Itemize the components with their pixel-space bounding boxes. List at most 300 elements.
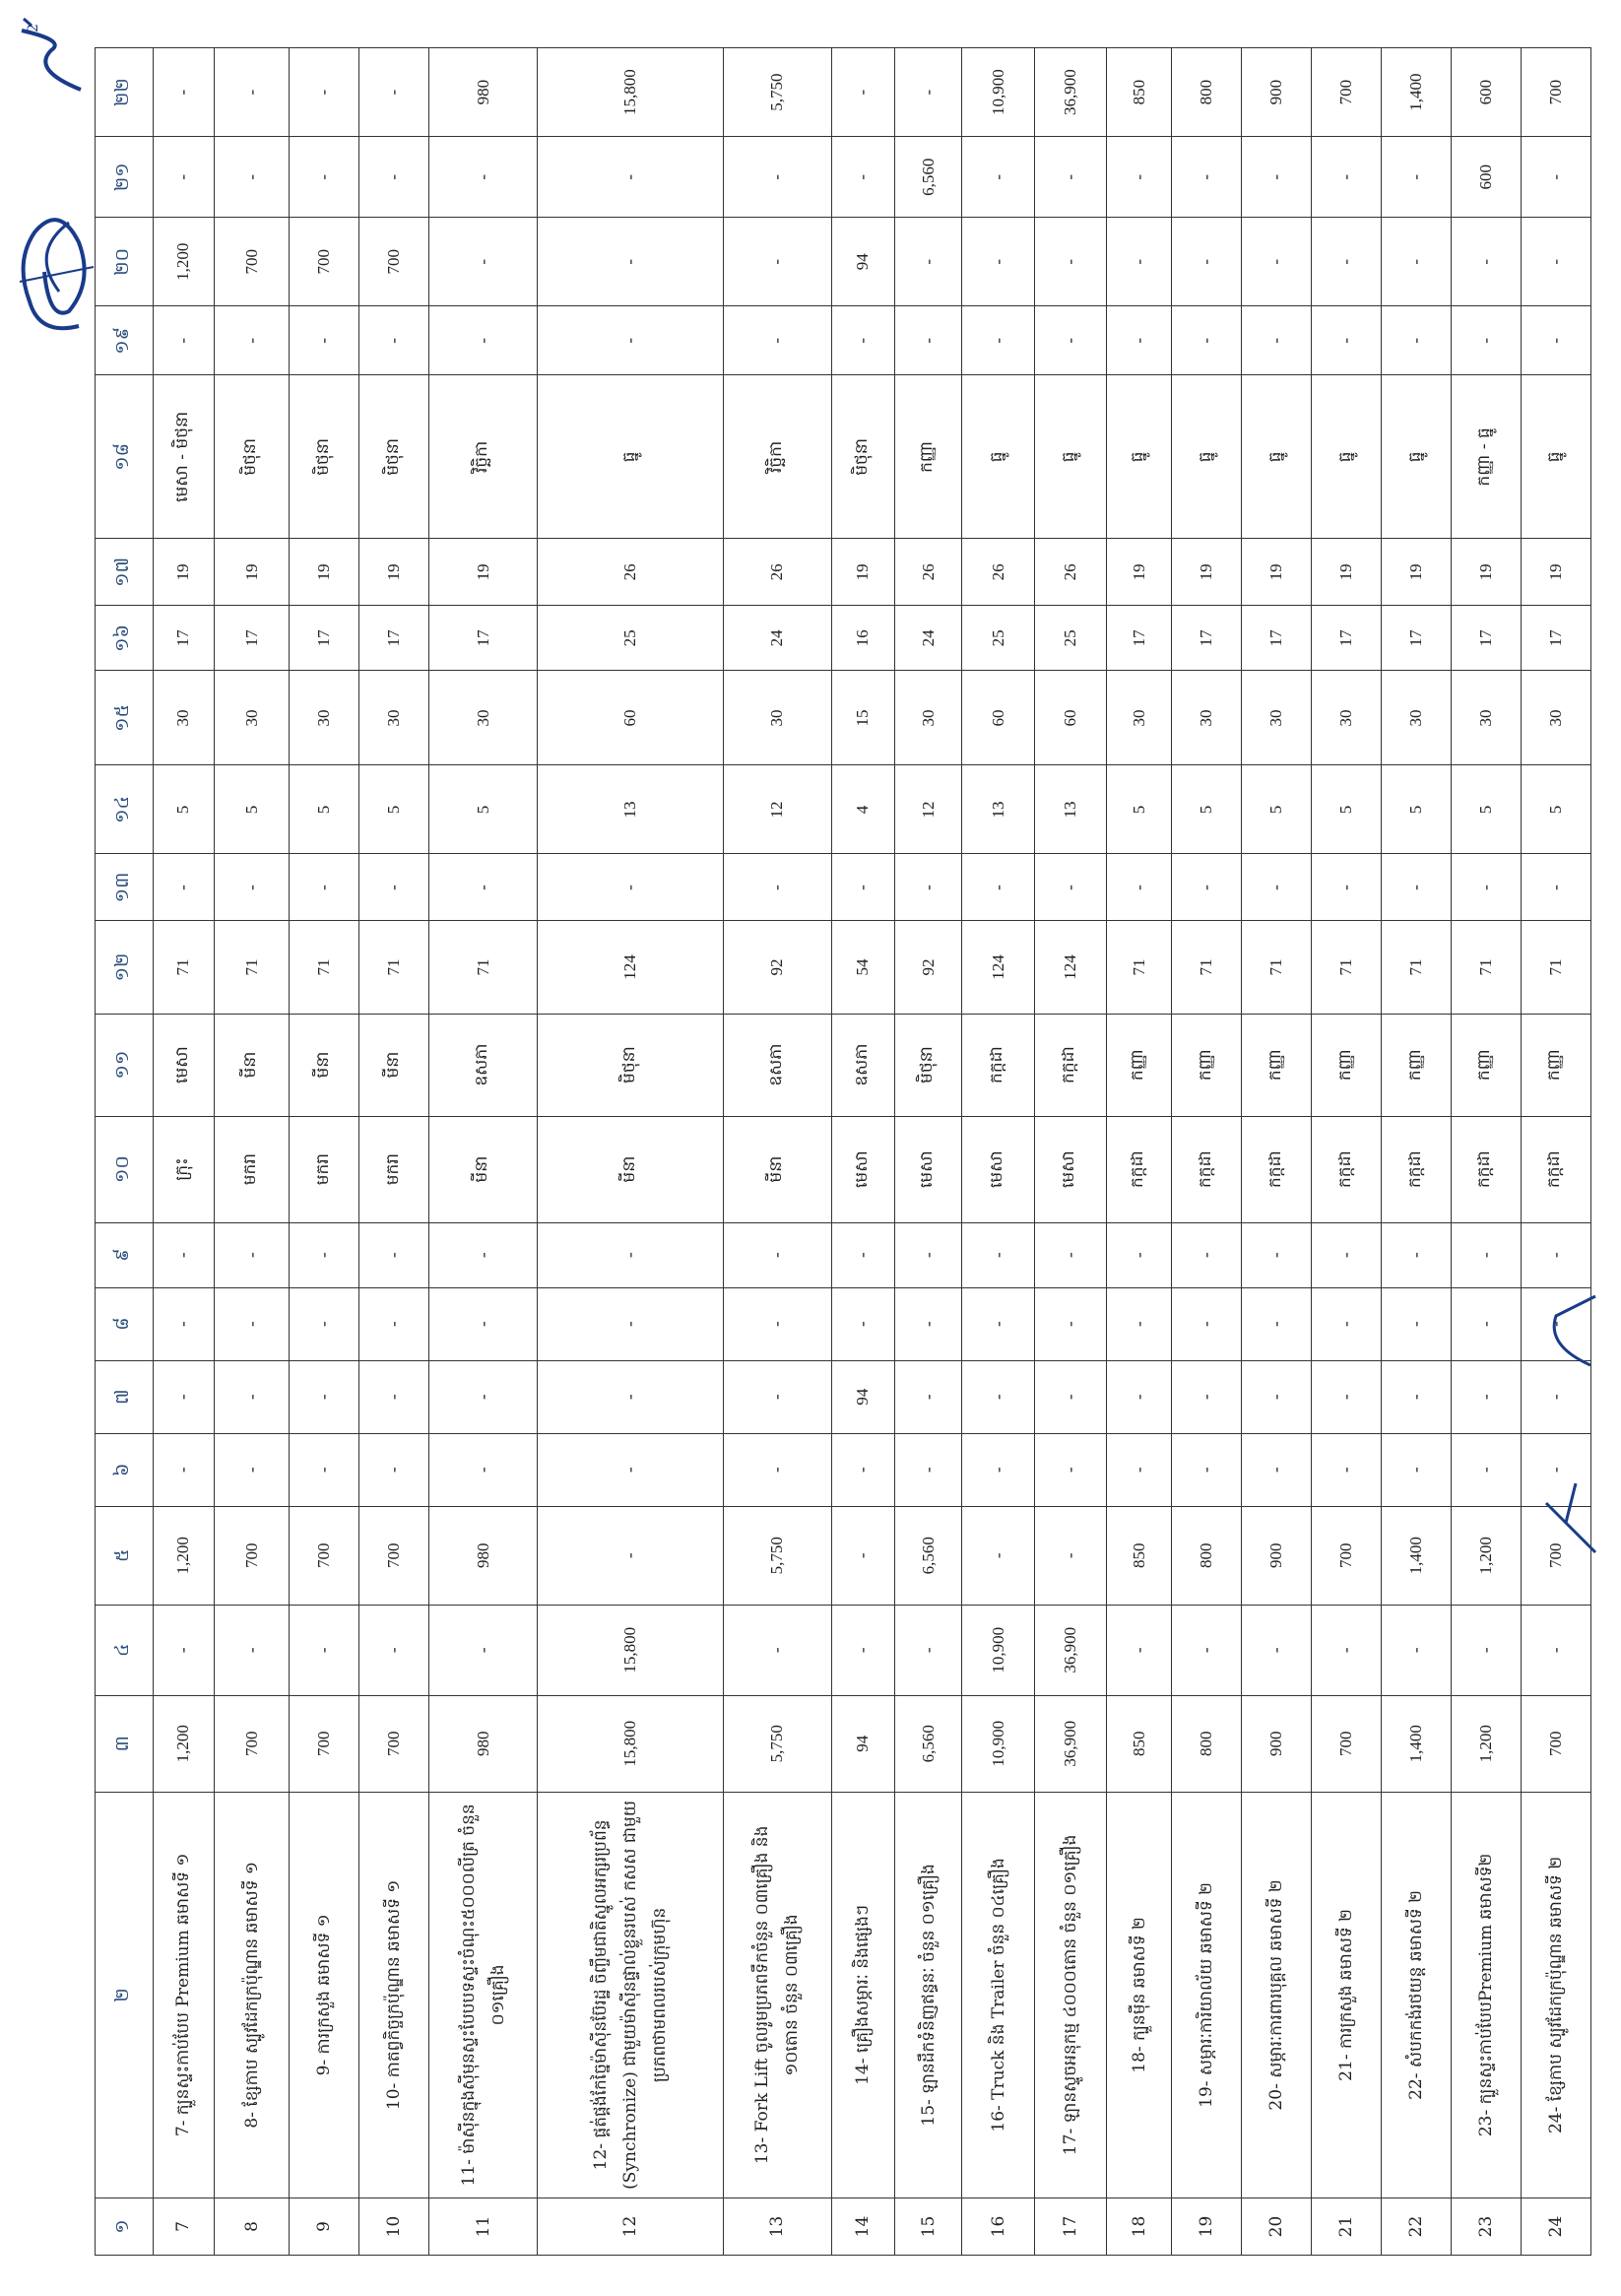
row-number: 14 bbox=[831, 2198, 894, 2255]
month-cell: កញ្ញា - ធ្នូ bbox=[1452, 375, 1522, 539]
column-header: ៥ bbox=[96, 1506, 154, 1605]
value-cell: 26 bbox=[962, 539, 1034, 606]
value-cell: 700 bbox=[1521, 1695, 1590, 1792]
value-cell: - bbox=[1242, 306, 1312, 375]
value-cell: - bbox=[290, 137, 359, 218]
value-cell: - bbox=[894, 1360, 962, 1433]
row-number: 7 bbox=[154, 2198, 215, 2255]
value-cell: 19 bbox=[290, 539, 359, 606]
table-row bbox=[154, 48, 215, 2256]
row-number: 11 bbox=[429, 2198, 538, 2255]
value-cell: 25 bbox=[538, 606, 724, 671]
table-row bbox=[1172, 48, 1242, 2256]
value-cell: 5 bbox=[359, 765, 429, 854]
value-cell: 900 bbox=[1242, 1506, 1312, 1605]
value-cell: - bbox=[1034, 137, 1106, 218]
value-cell: - bbox=[214, 1605, 290, 1695]
value-cell: - bbox=[154, 1222, 215, 1287]
value-cell: - bbox=[538, 1360, 724, 1433]
value-cell: 24 bbox=[894, 606, 962, 671]
value-cell: - bbox=[214, 306, 290, 375]
value-cell: 15,800 bbox=[538, 1605, 724, 1695]
item-description: 11- ម៉ាស៊ីនក្នុងស៊ីមុនស្ទះបែបបទស្ទះចំណុះ៥០០០លីត្រ ចំនួន ០១គ្រឿង bbox=[429, 1792, 538, 2198]
value-cell: - bbox=[538, 854, 724, 921]
month-cell: ធ្នូ bbox=[962, 375, 1034, 539]
value-cell: 10,900 bbox=[962, 1605, 1034, 1695]
value-cell: 5 bbox=[1452, 765, 1522, 854]
value-cell: - bbox=[831, 1433, 894, 1506]
month-cell: ឧសភា bbox=[429, 1014, 538, 1116]
value-cell: - bbox=[214, 1360, 290, 1433]
value-cell: 1,200 bbox=[1452, 1695, 1522, 1792]
value-cell: - bbox=[1106, 1360, 1171, 1433]
value-cell: - bbox=[1242, 1433, 1312, 1506]
table-row bbox=[429, 48, 538, 2256]
value-cell: 24 bbox=[723, 606, 831, 671]
row-number: 19 bbox=[1172, 2198, 1242, 2255]
table-row bbox=[1034, 48, 1106, 2256]
value-cell: - bbox=[154, 137, 215, 218]
row-number: 8 bbox=[214, 2198, 290, 2255]
value-cell: - bbox=[723, 1433, 831, 1506]
value-cell: - bbox=[1382, 137, 1452, 218]
value-cell: 71 bbox=[1521, 921, 1590, 1014]
value-cell: - bbox=[894, 854, 962, 921]
value-cell: 700 bbox=[214, 1695, 290, 1792]
value-cell: - bbox=[359, 48, 429, 137]
value-cell: - bbox=[1106, 1287, 1171, 1360]
value-cell: 700 bbox=[359, 1506, 429, 1605]
value-cell: - bbox=[290, 48, 359, 137]
value-cell: - bbox=[1172, 854, 1242, 921]
value-cell: 124 bbox=[1034, 921, 1106, 1014]
month-cell: កញ្ញា bbox=[1106, 1014, 1171, 1116]
month-cell: កក្កដា bbox=[1521, 1116, 1590, 1222]
value-cell: - bbox=[429, 1433, 538, 1506]
month-cell: កញ្ញា bbox=[1382, 1014, 1452, 1116]
value-cell: - bbox=[1382, 1222, 1452, 1287]
value-cell: - bbox=[538, 1433, 724, 1506]
value-cell: - bbox=[1172, 137, 1242, 218]
value-cell: - bbox=[894, 1605, 962, 1695]
table-row bbox=[1242, 48, 1312, 2256]
value-cell: - bbox=[1034, 218, 1106, 306]
value-cell: - bbox=[290, 1605, 359, 1695]
month-cell: កក្កដា bbox=[1106, 1116, 1171, 1222]
value-cell: 19 bbox=[1312, 539, 1382, 606]
value-cell: 36,900 bbox=[1034, 1605, 1106, 1695]
signature bbox=[10, 193, 98, 341]
value-cell: - bbox=[962, 137, 1034, 218]
value-cell: 10,900 bbox=[962, 1695, 1034, 1792]
value-cell: 600 bbox=[1452, 137, 1522, 218]
item-description: 9- ការក្រសួង ឆមាសទី ១ bbox=[290, 1792, 359, 2198]
value-cell: 17 bbox=[290, 606, 359, 671]
month-cell: មីនា bbox=[359, 1014, 429, 1116]
value-cell: 5 bbox=[1172, 765, 1242, 854]
value-cell: 19 bbox=[1242, 539, 1312, 606]
value-cell: 71 bbox=[1312, 921, 1382, 1014]
value-cell: 71 bbox=[154, 921, 215, 1014]
row-number: 17 bbox=[1034, 2198, 1106, 2255]
value-cell: - bbox=[538, 306, 724, 375]
value-cell: 980 bbox=[429, 1506, 538, 1605]
value-cell: 17 bbox=[359, 606, 429, 671]
value-cell: 5 bbox=[290, 765, 359, 854]
value-cell: 700 bbox=[1521, 48, 1590, 137]
month-cell: ធ្នូ bbox=[1034, 375, 1106, 539]
value-cell: - bbox=[154, 1287, 215, 1360]
value-cell: 700 bbox=[214, 1506, 290, 1605]
item-description: 18- ក្បួនម៉ឺន ឆមាសទី ២ bbox=[1106, 1792, 1171, 2198]
value-cell: - bbox=[962, 306, 1034, 375]
value-cell: 12 bbox=[723, 765, 831, 854]
month-cell: មិថុនា bbox=[359, 375, 429, 539]
month-cell: មិថុនា bbox=[538, 1014, 724, 1116]
month-cell: កញ្ញា bbox=[1172, 1014, 1242, 1116]
row-number: 23 bbox=[1452, 2198, 1522, 2255]
month-cell: មិថុនា bbox=[831, 375, 894, 539]
value-cell: - bbox=[831, 1506, 894, 1605]
value-cell: - bbox=[1312, 1222, 1382, 1287]
value-cell: 700 bbox=[290, 218, 359, 306]
value-cell: - bbox=[831, 1605, 894, 1695]
value-cell: - bbox=[1242, 1287, 1312, 1360]
column-header: ១៩ bbox=[96, 306, 154, 375]
value-cell: 850 bbox=[1106, 1506, 1171, 1605]
value-cell: - bbox=[1034, 1433, 1106, 1506]
value-cell: - bbox=[894, 48, 962, 137]
value-cell: 1,400 bbox=[1382, 1506, 1452, 1605]
value-cell: - bbox=[1382, 218, 1452, 306]
column-header: ១៣ bbox=[96, 854, 154, 921]
value-cell: - bbox=[894, 218, 962, 306]
value-cell: - bbox=[429, 1287, 538, 1360]
value-cell: - bbox=[1312, 218, 1382, 306]
month-cell: មិថុនា bbox=[290, 375, 359, 539]
month-cell: ធ្នូ bbox=[1106, 375, 1171, 539]
value-cell: 19 bbox=[1521, 539, 1590, 606]
value-cell: 700 bbox=[1312, 48, 1382, 137]
column-header: ៦ bbox=[96, 1433, 154, 1506]
value-cell: 19 bbox=[1172, 539, 1242, 606]
month-cell: មករា bbox=[359, 1116, 429, 1222]
value-cell: - bbox=[831, 137, 894, 218]
value-cell: 600 bbox=[1452, 48, 1522, 137]
month-cell: កញ្ញា bbox=[894, 375, 962, 539]
month-cell: មីនា bbox=[429, 1116, 538, 1222]
value-cell: - bbox=[359, 137, 429, 218]
value-cell: 19 bbox=[359, 539, 429, 606]
value-cell: 4 bbox=[831, 765, 894, 854]
value-cell: 30 bbox=[154, 671, 215, 765]
value-cell: 1,400 bbox=[1382, 1695, 1452, 1792]
row-number: 9 bbox=[290, 2198, 359, 2255]
month-cell: ធ្នូ bbox=[1312, 375, 1382, 539]
value-cell: - bbox=[1452, 1605, 1522, 1695]
value-cell: 850 bbox=[1106, 1695, 1171, 1792]
value-cell: 30 bbox=[1106, 671, 1171, 765]
value-cell: 26 bbox=[894, 539, 962, 606]
value-cell: 6,560 bbox=[894, 1695, 962, 1792]
table-row bbox=[1382, 48, 1452, 2256]
table-row bbox=[1521, 48, 1590, 2256]
column-header: ៣ bbox=[96, 1695, 154, 1792]
value-cell: - bbox=[154, 306, 215, 375]
month-cell: កញ្ញា bbox=[1452, 1014, 1522, 1116]
table-row bbox=[1452, 48, 1522, 2256]
item-description: 8- ខ្សែកាប ស្បូវដែកក្រប៉ុណ្ឌាន ឆមាសទី ១ bbox=[214, 1792, 290, 2198]
value-cell: 30 bbox=[1312, 671, 1382, 765]
month-cell: កក្កដា bbox=[1452, 1116, 1522, 1222]
month-cell: កញ្ញា bbox=[1242, 1014, 1312, 1116]
value-cell: - bbox=[429, 137, 538, 218]
value-cell: 17 bbox=[214, 606, 290, 671]
value-cell: - bbox=[1521, 1433, 1590, 1506]
value-cell: 5 bbox=[214, 765, 290, 854]
value-cell: 13 bbox=[962, 765, 1034, 854]
value-cell: - bbox=[1521, 1287, 1590, 1360]
value-cell: - bbox=[1312, 1287, 1382, 1360]
value-cell: 700 bbox=[1312, 1695, 1382, 1792]
value-cell: - bbox=[1312, 854, 1382, 921]
value-cell: 16 bbox=[831, 606, 894, 671]
row-number: 13 bbox=[723, 2198, 831, 2255]
item-description: 14- គ្រឿងសម្ភារៈ និងផ្សេងៗ bbox=[831, 1792, 894, 2198]
value-cell: - bbox=[894, 1433, 962, 1506]
value-cell: 71 bbox=[214, 921, 290, 1014]
value-cell: - bbox=[1242, 1360, 1312, 1433]
value-cell: - bbox=[154, 1605, 215, 1695]
value-cell: - bbox=[831, 1222, 894, 1287]
value-cell: 30 bbox=[1452, 671, 1522, 765]
value-cell: 5,750 bbox=[723, 1506, 831, 1605]
value-cell: - bbox=[1242, 854, 1312, 921]
value-cell: 10,900 bbox=[962, 48, 1034, 137]
value-cell: 5 bbox=[1382, 765, 1452, 854]
column-header: ២០ bbox=[96, 218, 154, 306]
month-cell: កក្កដា bbox=[1382, 1116, 1452, 1222]
value-cell: - bbox=[1521, 1360, 1590, 1433]
value-cell: 36,900 bbox=[1034, 1695, 1106, 1792]
value-cell: - bbox=[831, 1287, 894, 1360]
value-cell: - bbox=[290, 1360, 359, 1433]
value-cell: 60 bbox=[1034, 671, 1106, 765]
value-cell: - bbox=[154, 1433, 215, 1506]
value-cell: - bbox=[723, 1287, 831, 1360]
value-cell: - bbox=[1172, 1605, 1242, 1695]
page-mark-number: 2 bbox=[26, 24, 41, 33]
value-cell: - bbox=[290, 854, 359, 921]
value-cell: - bbox=[1172, 306, 1242, 375]
handwritten-initials bbox=[1536, 1267, 1615, 1562]
value-cell: - bbox=[429, 854, 538, 921]
value-cell: 5 bbox=[1242, 765, 1312, 854]
value-cell: 19 bbox=[214, 539, 290, 606]
column-header: ២២ bbox=[96, 48, 154, 137]
value-cell: 19 bbox=[1452, 539, 1522, 606]
value-cell: 30 bbox=[723, 671, 831, 765]
item-description: 19- សម្ភារៈការិយាល័យ ឆមាសទី ២ bbox=[1172, 1792, 1242, 2198]
value-cell: - bbox=[1521, 218, 1590, 306]
value-cell: - bbox=[1172, 1360, 1242, 1433]
month-cell: ឧសភា bbox=[723, 1014, 831, 1116]
value-cell: - bbox=[429, 306, 538, 375]
value-cell: 25 bbox=[1034, 606, 1106, 671]
value-cell: - bbox=[1452, 854, 1522, 921]
value-cell: 94 bbox=[831, 1695, 894, 1792]
column-header: ៧ bbox=[96, 1360, 154, 1433]
month-cell: ក្រុះ bbox=[154, 1116, 215, 1222]
month-cell: កក្កដា bbox=[962, 1014, 1034, 1116]
value-cell: 5,750 bbox=[723, 48, 831, 137]
value-cell: - bbox=[1382, 306, 1452, 375]
value-cell: - bbox=[962, 1360, 1034, 1433]
value-cell: 1,200 bbox=[154, 1506, 215, 1605]
value-cell: 19 bbox=[1382, 539, 1452, 606]
month-cell: មេសា bbox=[1034, 1116, 1106, 1222]
value-cell: - bbox=[1106, 306, 1171, 375]
value-cell: - bbox=[723, 306, 831, 375]
column-header: ៩ bbox=[96, 1222, 154, 1287]
value-cell: - bbox=[831, 854, 894, 921]
value-cell: 900 bbox=[1242, 48, 1312, 137]
procurement-plan-table bbox=[95, 47, 1591, 2256]
value-cell: - bbox=[1242, 137, 1312, 218]
value-cell: - bbox=[831, 48, 894, 137]
table-row bbox=[831, 48, 894, 2256]
value-cell: - bbox=[1242, 1222, 1312, 1287]
value-cell: 700 bbox=[290, 1506, 359, 1605]
value-cell: - bbox=[538, 1287, 724, 1360]
value-cell: 700 bbox=[290, 1695, 359, 1792]
value-cell: 700 bbox=[1521, 1506, 1590, 1605]
month-cell: មីនា bbox=[723, 1116, 831, 1222]
value-cell: 12 bbox=[894, 765, 962, 854]
value-cell: - bbox=[359, 854, 429, 921]
month-cell: កក្កដា bbox=[1034, 1014, 1106, 1116]
value-cell: 700 bbox=[1312, 1506, 1382, 1605]
value-cell: 13 bbox=[1034, 765, 1106, 854]
value-cell: - bbox=[894, 1222, 962, 1287]
value-cell: 17 bbox=[1172, 606, 1242, 671]
value-cell: - bbox=[359, 1360, 429, 1433]
value-cell: - bbox=[1452, 1360, 1522, 1433]
value-cell: 1,200 bbox=[154, 1695, 215, 1792]
value-cell: 60 bbox=[538, 671, 724, 765]
item-description: 23- ក្បួនស្ទះកាប់បែបPremium ឆមាសទី២ bbox=[1452, 1792, 1522, 2198]
month-cell: កញ្ញា bbox=[1312, 1014, 1382, 1116]
row-number: 12 bbox=[538, 2198, 724, 2255]
month-cell: មីនា bbox=[290, 1014, 359, 1116]
column-header: ១៧ bbox=[96, 539, 154, 606]
month-cell: កក្កដា bbox=[1312, 1116, 1382, 1222]
month-cell: កក្កដា bbox=[1242, 1116, 1312, 1222]
value-cell: - bbox=[723, 1605, 831, 1695]
value-cell: - bbox=[1312, 306, 1382, 375]
value-cell: 71 bbox=[1452, 921, 1522, 1014]
value-cell: - bbox=[214, 1287, 290, 1360]
value-cell: - bbox=[429, 1605, 538, 1695]
row-number: 15 bbox=[894, 2198, 962, 2255]
value-cell: 36,900 bbox=[1034, 48, 1106, 137]
value-cell: - bbox=[723, 854, 831, 921]
value-cell: - bbox=[290, 1287, 359, 1360]
table-row bbox=[290, 48, 359, 2256]
value-cell: - bbox=[1452, 306, 1522, 375]
value-cell: 94 bbox=[831, 1360, 894, 1433]
value-cell: - bbox=[1242, 218, 1312, 306]
month-cell: មីនា bbox=[538, 1116, 724, 1222]
value-cell: - bbox=[723, 1360, 831, 1433]
table-row bbox=[962, 48, 1034, 2256]
value-cell: 19 bbox=[1106, 539, 1171, 606]
value-cell: 26 bbox=[538, 539, 724, 606]
value-cell: 71 bbox=[1172, 921, 1242, 1014]
value-cell: 850 bbox=[1106, 48, 1171, 137]
value-cell: - bbox=[359, 1433, 429, 1506]
value-cell: - bbox=[1521, 854, 1590, 921]
value-cell: - bbox=[1452, 1222, 1522, 1287]
value-cell: 71 bbox=[1242, 921, 1312, 1014]
month-cell: មេសា bbox=[831, 1116, 894, 1222]
value-cell: - bbox=[831, 306, 894, 375]
value-cell: 92 bbox=[723, 921, 831, 1014]
value-cell: - bbox=[894, 306, 962, 375]
value-cell: 94 bbox=[831, 218, 894, 306]
column-header: ១០ bbox=[96, 1116, 154, 1222]
value-cell: 5 bbox=[1521, 765, 1590, 854]
column-header: ១៦ bbox=[96, 606, 154, 671]
value-cell: 54 bbox=[831, 921, 894, 1014]
value-cell: 71 bbox=[1382, 921, 1452, 1014]
value-cell: - bbox=[154, 854, 215, 921]
value-cell: - bbox=[962, 218, 1034, 306]
row-number: 21 bbox=[1312, 2198, 1382, 2255]
value-cell: - bbox=[1106, 218, 1171, 306]
item-description: 17- ឡានស្ទូចអនុកម្ម ៤០០០តោន ចំនួន ០១គ្រឿង bbox=[1034, 1792, 1106, 2198]
value-cell: 17 bbox=[429, 606, 538, 671]
value-cell: 19 bbox=[154, 539, 215, 606]
value-cell: - bbox=[1382, 1287, 1452, 1360]
value-cell: - bbox=[962, 1222, 1034, 1287]
value-cell: 5 bbox=[154, 765, 215, 854]
column-header: ១៤ bbox=[96, 765, 154, 854]
value-cell: - bbox=[1172, 1433, 1242, 1506]
column-header: ១៨ bbox=[96, 375, 154, 539]
month-cell: វិច្ឆិកា bbox=[723, 375, 831, 539]
value-cell: 1,400 bbox=[1382, 48, 1452, 137]
value-cell: - bbox=[1106, 854, 1171, 921]
value-cell: 30 bbox=[214, 671, 290, 765]
value-cell: 71 bbox=[359, 921, 429, 1014]
value-cell: - bbox=[894, 1287, 962, 1360]
value-cell: - bbox=[1521, 1222, 1590, 1287]
value-cell: - bbox=[214, 137, 290, 218]
month-cell: មីនា bbox=[214, 1014, 290, 1116]
value-cell: - bbox=[1106, 1605, 1171, 1695]
value-cell: 5 bbox=[429, 765, 538, 854]
table-row bbox=[894, 48, 962, 2256]
value-cell: - bbox=[723, 137, 831, 218]
table-row bbox=[359, 48, 429, 2256]
value-cell: 17 bbox=[1521, 606, 1590, 671]
value-cell: - bbox=[1452, 1287, 1522, 1360]
value-cell: 25 bbox=[962, 606, 1034, 671]
value-cell: - bbox=[962, 1433, 1034, 1506]
value-cell: 980 bbox=[429, 48, 538, 137]
value-cell: 800 bbox=[1172, 1506, 1242, 1605]
